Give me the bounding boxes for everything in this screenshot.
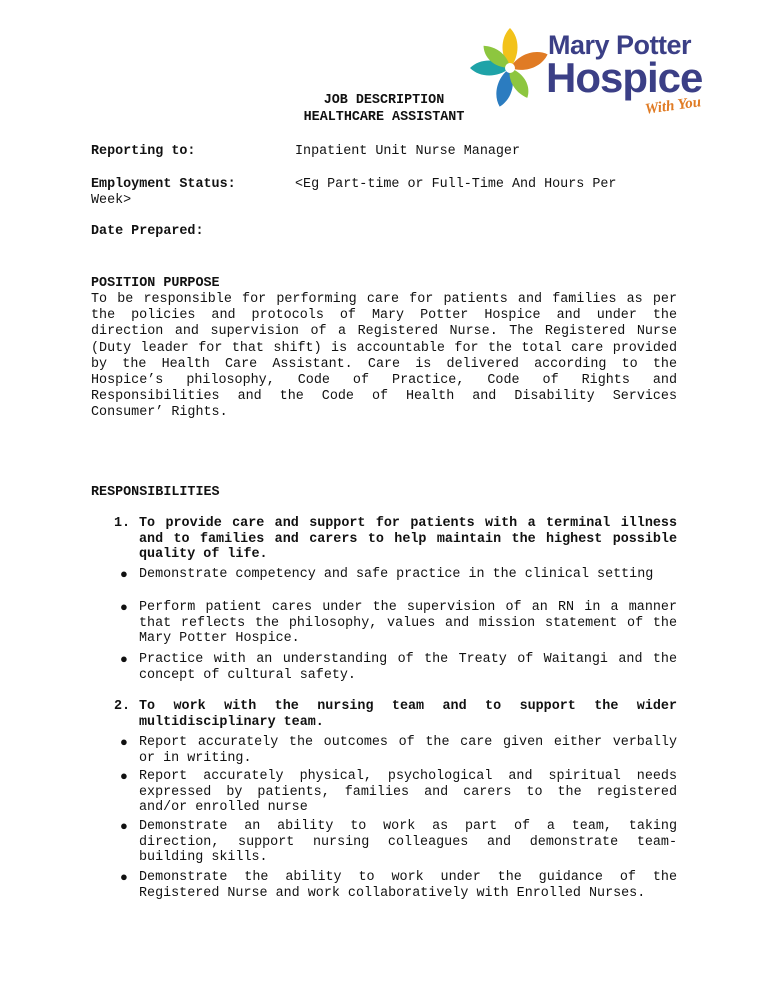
logo-text-line2: Hospice [546, 54, 703, 101]
list-item: Practice with an understanding of the Treaty of Waitangi and the concept of cultural safety. [139, 652, 677, 683]
section-title: To work with the nursing team and to support the wider multidisciplinary team. [139, 699, 677, 730]
list-item: Demonstrate the ability to work under the guidance of the Registered Nurse and work collaboratively with Enrolled Nurses. [139, 870, 677, 901]
section-title: To provide care and support for patients with a terminal illness and to families and carers to help maintain the highest possible quality of life. [139, 516, 677, 563]
bullet-icon: ● [120, 567, 128, 582]
bullet-icon: ● [120, 735, 128, 750]
list-item: Report accurately physical, psychological and spiritual needs expressed by patients, families and carers to the registered and/or enrolled nurse [139, 769, 677, 816]
bullet-icon: ● [120, 870, 128, 885]
position-purpose-text: To be responsible for performing care for patients and families as per the policies and protocols of Mary Potter Hospice and under the direction and supervision of a Registered Nurse. The Registered Nurse (Duty leader for that shift) is accountable for the total care provided by the Health Care Assistant. Care is delivered according to the Hospice’s philosophy, Code of Practice, Code of Rights and Responsibilities and the Code of Health and Disability Services Consumer’ Rights. [91, 292, 677, 421]
bullet-icon: ● [120, 652, 128, 667]
list-item: Report accurately the outcomes of the care given either verbally or in writing. [139, 735, 677, 766]
bullet-icon: ● [120, 600, 128, 615]
list-item: Demonstrate competency and safe practice in the clinical setting [139, 567, 654, 582]
employment-status-label: Employment Status: [91, 177, 236, 192]
document-subtitle: HEALTHCARE ASSISTANT [303, 110, 465, 125]
section-number: 1. [114, 516, 131, 531]
reporting-value: Inpatient Unit Nurse Manager [295, 144, 520, 159]
responsibilities-heading: RESPONSIBILITIES [91, 485, 220, 500]
document-title: JOB DESCRIPTION [323, 93, 445, 108]
reporting-label: Reporting to: [91, 144, 196, 159]
list-item: Perform patient cares under the supervision of an RN in a manner that reflects the philosophy, values and mission statement of the Mary Potter Hospice. [139, 600, 677, 647]
date-prepared-label: Date Prepared: [91, 224, 204, 239]
employment-status-value: <Eg Part-time or Full-Time And Hours Per [295, 177, 617, 192]
bullet-icon: ● [120, 819, 128, 834]
position-purpose-heading: POSITION PURPOSE [91, 276, 220, 291]
list-item: Demonstrate an ability to work as part of a team, taking direction, support nursing colleagues and demonstrate team-building skills. [139, 819, 677, 866]
employment-status-value-wrap: Week> [91, 193, 132, 208]
bullet-icon: ● [120, 769, 128, 784]
section-number: 2. [114, 699, 131, 714]
logo-tagline: With You [644, 94, 703, 118]
logo-text-line1: Mary Potter [548, 30, 692, 60]
